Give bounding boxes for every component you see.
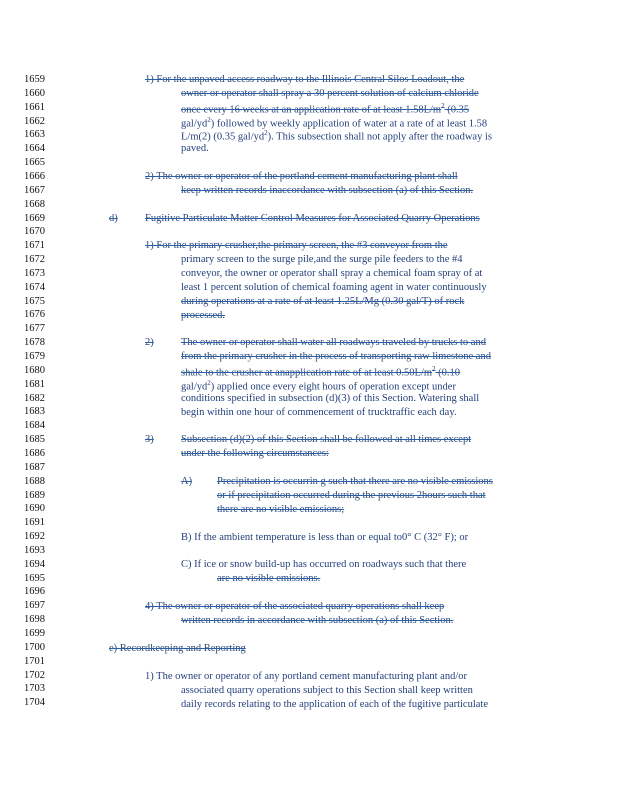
text-line-1661: once every 16 weeks at an application rate of at least $1.58L/m^2$ (0.35 bbox=[181, 102, 470, 116]
text-line-1673: conveyor, the owner or operator shall spray a chemical foam spray of at bbox=[181, 268, 483, 279]
text-line-1692: B) If the ambient temperature is less than or equal to0° C (32° F); or bbox=[181, 532, 469, 543]
line-number: 1666 bbox=[24, 170, 45, 182]
text-line-1688: Precipitation is occurrin g such that there are no visible emissions bbox=[217, 476, 493, 487]
text-line-1702: 1) The owner or operator of any portland cement manufacturing plant and/or bbox=[145, 671, 467, 682]
line-number: 1693 bbox=[24, 544, 45, 556]
line-number: 1673 bbox=[24, 267, 45, 279]
text-line-1698: written records in accordance with subsection (a) of this Section. bbox=[181, 615, 454, 626]
line-number: 1680 bbox=[24, 364, 45, 376]
line-number: 1677 bbox=[24, 323, 45, 335]
text-line-1686: under the following circumstances: bbox=[181, 448, 329, 459]
line-number: 1661 bbox=[24, 101, 45, 113]
text-line-1690: there are no visible emissions; bbox=[217, 504, 345, 515]
text-line-1675: during operations at a rate of at least 1.25L/Mg (0.30 gal/T) of rock bbox=[181, 296, 465, 307]
text-line-1664: paved. bbox=[181, 143, 209, 154]
text-line-1694: C) If ice or snow build-up has occurred on roadways such that there bbox=[181, 559, 467, 570]
line-number: 1665 bbox=[24, 157, 45, 169]
line-number: 1687 bbox=[24, 461, 45, 473]
line-number: 1688 bbox=[24, 475, 45, 487]
line-number: 1678 bbox=[24, 337, 45, 349]
text-line-1695: are no visible emissions. bbox=[217, 573, 321, 584]
text-line-1674: least 1 percent solution of chemical foaming agent in water continuously bbox=[181, 282, 487, 293]
line-number: 1685 bbox=[24, 434, 45, 446]
text-line-1685-marker: 3) bbox=[145, 434, 154, 445]
text-line-1678-marker: 2) bbox=[145, 337, 154, 348]
text-line-1669: Fugitive Particulate Matter Control Measures for Associated Quarry Operations bbox=[145, 213, 480, 224]
line-number: 1681 bbox=[24, 378, 45, 390]
text-line-1681: gal/$yd^2$) applied once every eight hours of operation except under bbox=[181, 379, 456, 393]
line-number: 1694 bbox=[24, 558, 45, 570]
text-line-1671: 1) For the primary crusher,the primary screen, the #3 conveyor from the bbox=[145, 240, 448, 251]
text-line-1679: from the primary crusher in the process of transporting raw limestone and bbox=[181, 351, 491, 362]
line-number: 1660 bbox=[24, 87, 45, 99]
line-number: 1696 bbox=[24, 586, 45, 598]
text-line-1669-marker: d) bbox=[109, 213, 118, 224]
line-number: 1698 bbox=[24, 614, 45, 626]
line-number: 1704 bbox=[24, 697, 45, 709]
text-line-1682: conditions specified in subsection (d)(3) of this Section. Watering shall bbox=[181, 393, 480, 404]
line-number: 1679 bbox=[24, 351, 45, 362]
line-number: 1670 bbox=[24, 226, 45, 238]
line-number: 1689 bbox=[24, 489, 45, 501]
text-line-1680: shale to the crusher at anapplication rate of at least $0.50L/m^2$ (0.10 bbox=[181, 365, 461, 379]
text-line-1700: e) Recordkeeping and Reporting bbox=[109, 643, 246, 654]
text-line-1667: keep written records inaccordance with subsection (a) of this Section. bbox=[181, 185, 474, 196]
line-number: 1662 bbox=[24, 115, 45, 127]
text-line-1688-marker: A) bbox=[181, 476, 193, 487]
line-number: 1668 bbox=[24, 198, 45, 210]
line-number: 1663 bbox=[24, 129, 45, 141]
line-number: 1697 bbox=[24, 600, 45, 612]
line-number: 1674 bbox=[24, 281, 45, 293]
text-line-1659: 1) For the unpaved access roadway to the Illinois Central Silos Loadout, the bbox=[145, 74, 465, 85]
text-line-1672: primary screen to the surge pile,and the surge pile feeders to the #4 bbox=[181, 254, 463, 265]
line-number: 1682 bbox=[24, 392, 45, 404]
line-number: 1701 bbox=[24, 655, 45, 667]
line-number: 1672 bbox=[24, 254, 45, 265]
text-line-1666: 2) The owner or operator of the portland cement manufacturing plant shall bbox=[145, 171, 458, 182]
line-number: 1690 bbox=[24, 503, 45, 515]
text-line-1697: 4) The owner or operator of the associated quarry operations shall keep bbox=[145, 601, 445, 612]
text-line-1678: The owner or operator shall water all roadways traveled by trucks to and bbox=[181, 337, 486, 348]
line-number: 1676 bbox=[24, 309, 45, 321]
text-line-1662: gal/$yd^2$) followed by weekly application of water at a rate of at least 1.58 bbox=[181, 116, 488, 130]
text-line-1663: L/m(2) (0.35 gal/$yd^2$). This subsection shall not apply after the roadway is bbox=[181, 129, 492, 143]
text-line-1704: daily records relating to the application of each of the fugitive particulate bbox=[181, 699, 489, 710]
text-line-1676: processed. bbox=[181, 310, 226, 321]
text-line-1689: or if precipitation occurred during the previous 2hours such that bbox=[217, 490, 486, 501]
line-number: 1664 bbox=[24, 143, 45, 155]
line-number: 1691 bbox=[24, 517, 45, 529]
line-number: 1667 bbox=[24, 184, 45, 196]
line-number: 1699 bbox=[24, 628, 45, 639]
line-number: 1695 bbox=[24, 572, 45, 584]
line-number: 1683 bbox=[24, 406, 45, 418]
line-number: 1659 bbox=[24, 74, 45, 85]
line-number: 1669 bbox=[24, 212, 45, 224]
line-number: 1675 bbox=[24, 295, 45, 307]
line-number: 1700 bbox=[24, 641, 45, 653]
line-number: 1692 bbox=[24, 531, 45, 542]
line-number: 1703 bbox=[24, 683, 45, 695]
text-line-1703: associated quarry operations subject to this Section shall keep written bbox=[181, 685, 473, 696]
line-number: 1671 bbox=[24, 240, 45, 252]
line-number: 1686 bbox=[24, 447, 45, 459]
text-line-1683: begin within one hour of commencement of trucktraffic each day. bbox=[181, 407, 457, 418]
text-line-1685: Subsection (d)(2) of this Section shall be followed at all times except bbox=[181, 434, 472, 445]
text-line-1660: owner or operator shall spray a 30 percent solution of calcium chloride bbox=[181, 88, 479, 99]
line-number: 1684 bbox=[24, 420, 45, 432]
line-number: 1702 bbox=[24, 669, 45, 681]
